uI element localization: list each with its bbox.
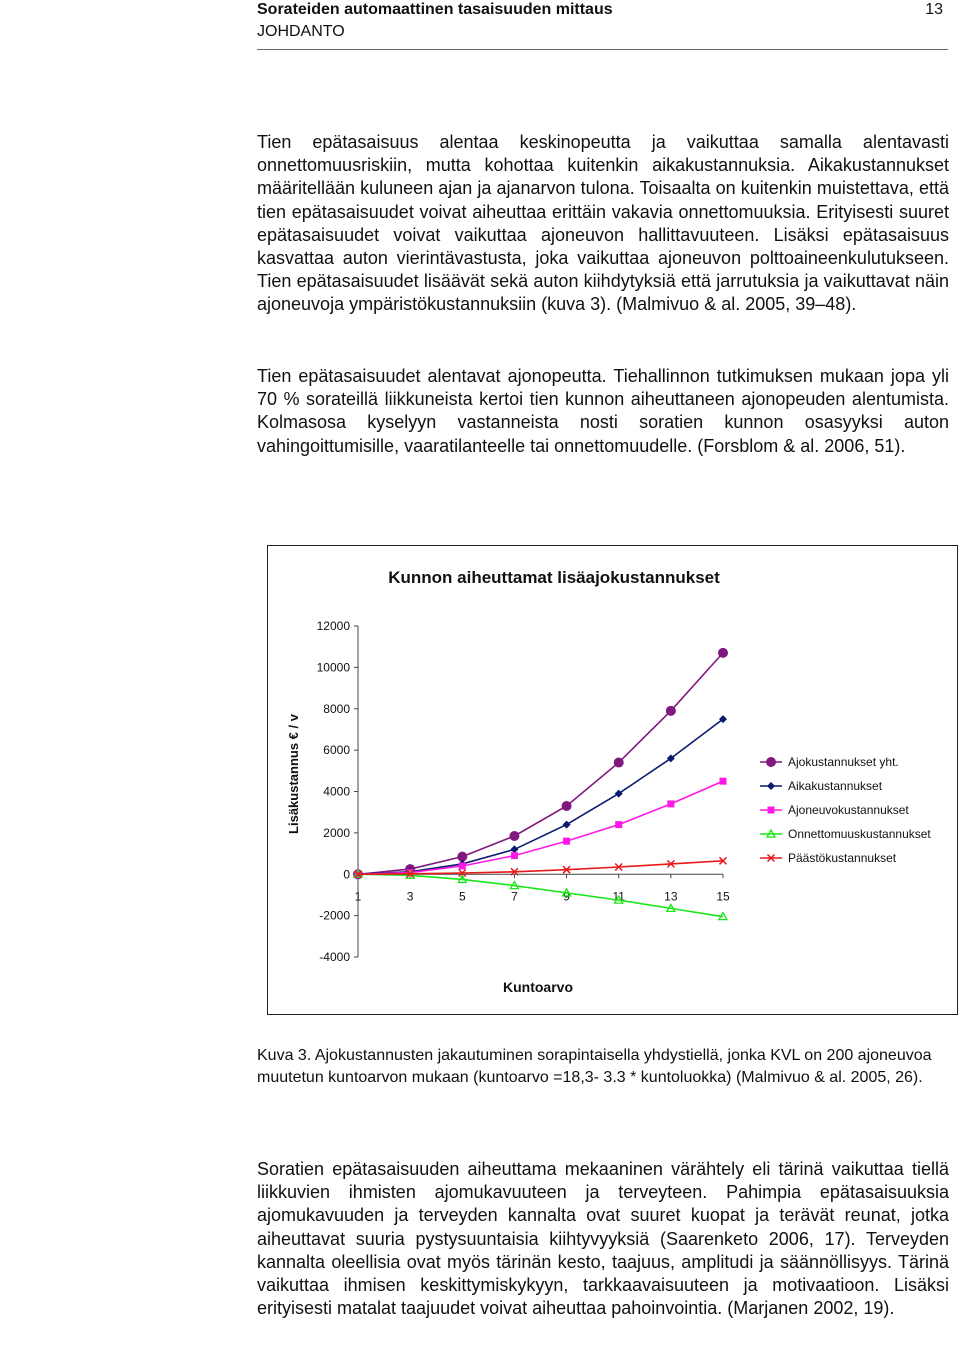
y-tick-label: -4000 — [319, 950, 350, 964]
data-point — [511, 852, 518, 859]
legend-marker — [766, 757, 776, 767]
data-point — [615, 821, 622, 828]
chart-title: Kunnon aiheuttamat lisäajokustannukset — [388, 568, 720, 587]
legend-label: Ajoneuvokustannukset — [788, 803, 909, 817]
data-point — [563, 821, 571, 829]
y-axis-label: Lisäkustannus € / v — [286, 714, 301, 834]
series-1 — [353, 648, 728, 879]
x-tick-label: 7 — [511, 889, 518, 904]
legend-item — [760, 755, 899, 769]
header-rule — [257, 49, 948, 50]
series-line — [358, 653, 723, 874]
x-axis-label: Kuntoarvo — [503, 979, 573, 995]
y-tick-label: 4000 — [323, 784, 350, 799]
paragraph-1: Tien epätasaisuus alentaa keskinopeutta ja vaikuttaa samalla alentavasti onnettomuusriskiin, mutta kohottaa kuitenkin aikakustannuksia. Aikakustannukset määritellään kuluneen ajan ja ajanarvon tulona. Toisaalta on kuitenkin muistettava, että tien epätasaisuudet voivat aiheuttaa erittäin vakavia onnettomuuksia. Erityisesti suuret epätasaisuudet voivat vaikuttaa ajoneuvon hallittavuuteen. Lisäksi epätasaisuus kasvattaa auton vierintävastusta, joka vaikuttaa ajoneuvon polttoaineenkulutukseen. Tien epätasaisuudet lisäävät sekä auton kiihdytyksiä että jarrutuksia ja vaikuttavat näin ajoneuvoja ympäristökustannuksiin (kuva 3). (Malmivuo & al. 2005, 39–48). — [257, 132, 949, 315]
running-title: Sorateiden automaattinen tasaisuuden mittaus — [257, 1, 613, 18]
legend-item — [760, 779, 883, 793]
legend-label: Päästökustannukset — [788, 851, 897, 865]
data-point — [718, 648, 728, 658]
data-point — [666, 706, 676, 716]
y-tick-label: 6000 — [323, 743, 350, 758]
data-point — [563, 838, 570, 845]
chart-series — [353, 648, 728, 920]
legend-label: Ajokustannukset yht. — [788, 755, 899, 769]
legend-item — [760, 851, 897, 865]
data-point — [509, 831, 519, 841]
legend-label: Aikakustannukset — [788, 779, 883, 793]
y-tick-label: -2000 — [319, 908, 350, 923]
page-number: 13 — [925, 1, 943, 18]
x-tick-label: 11 — [612, 889, 625, 904]
x-tick-label: 15 — [716, 889, 730, 904]
y-tick-label: 0 — [343, 867, 350, 882]
series-2 — [354, 715, 727, 878]
legend-item — [760, 803, 909, 817]
chart-axes — [317, 619, 730, 964]
legend-marker — [768, 807, 775, 814]
y-tick-label: 8000 — [323, 701, 350, 716]
x-tick-label: 1 — [354, 889, 362, 904]
x-tick-label: 3 — [406, 889, 414, 904]
paragraph-3: Soratien epätasaisuuden aiheuttama mekaaninen värähtely eli tärinä vaikuttaa tiellä liikkuvien ihmisten ajomukavuuteen ja terveyteen. Pahimpia epätasaisuuksia ajomukavuuden ja terveyden kannalta ovat suuret kuopat ja terävät reunat, jotka aiheuttavat suuria pystysuuntaisia kiihtyvyyksiä (Saarenketo 2006, 17). Terveyden kannalta oleellisia ovat myös tärinän kesto, taajuus, amplitudi ja säännöllisyys. Tärinä vaikuttaa ihmisen keskittymiskykyyn, tarkkaavaisuuteen ja motivaatioon. Lisäksi erityisesti matalat taajuudet voivat aiheuttaa pahoinvointia. (Marjanen 2002, 19). — [257, 1159, 949, 1319]
chart-legend — [760, 755, 931, 865]
legend-marker — [767, 782, 775, 790]
data-point — [459, 862, 466, 869]
x-tick-label: 5 — [458, 889, 466, 904]
x-tick-label: 9 — [563, 889, 570, 904]
line-chart — [268, 546, 959, 1016]
series-line — [358, 719, 723, 874]
section-name: JOHDANTO — [257, 23, 345, 40]
figure-caption: Kuva 3. Ajokustannusten jakautuminen sorapintaisella yhdystiellä, jonka KVL on 200 ajoneuvoa muutetun kuntoarvon mukaan (kuntoarvo =18,3- 3.3 * kuntoluokka) (Malmivuo & al. 2005, 26). — [257, 1047, 932, 1086]
x-tick-label: 13 — [664, 889, 678, 904]
y-tick-label: 10000 — [316, 660, 350, 675]
data-point — [720, 778, 727, 785]
data-point — [614, 758, 624, 768]
y-tick-label: 12000 — [316, 619, 350, 633]
paragraph-2: Tien epätasaisuudet alentavat ajonopeutta. Tiehallinnon tutkimuksen mukaan jopa yli 70 % sorateillä liikkuneista kertoi tien kunnon aiheuttaneen ajonopeuden alentumista. Kolmasosa kyselyyn vastanneista nosti soratien kunnon osasyyksi auton vahingoittumisille, vaaratilanteelle tai onnettomuudelle. (Forsblom & al. 2006, 51). — [257, 366, 949, 456]
legend-item — [760, 827, 931, 841]
data-point — [562, 801, 572, 811]
data-point — [667, 800, 674, 807]
chart-figure — [267, 545, 958, 1015]
legend-label: Onnettomuuskustannukset — [788, 827, 931, 841]
y-tick-label: 2000 — [323, 825, 350, 840]
